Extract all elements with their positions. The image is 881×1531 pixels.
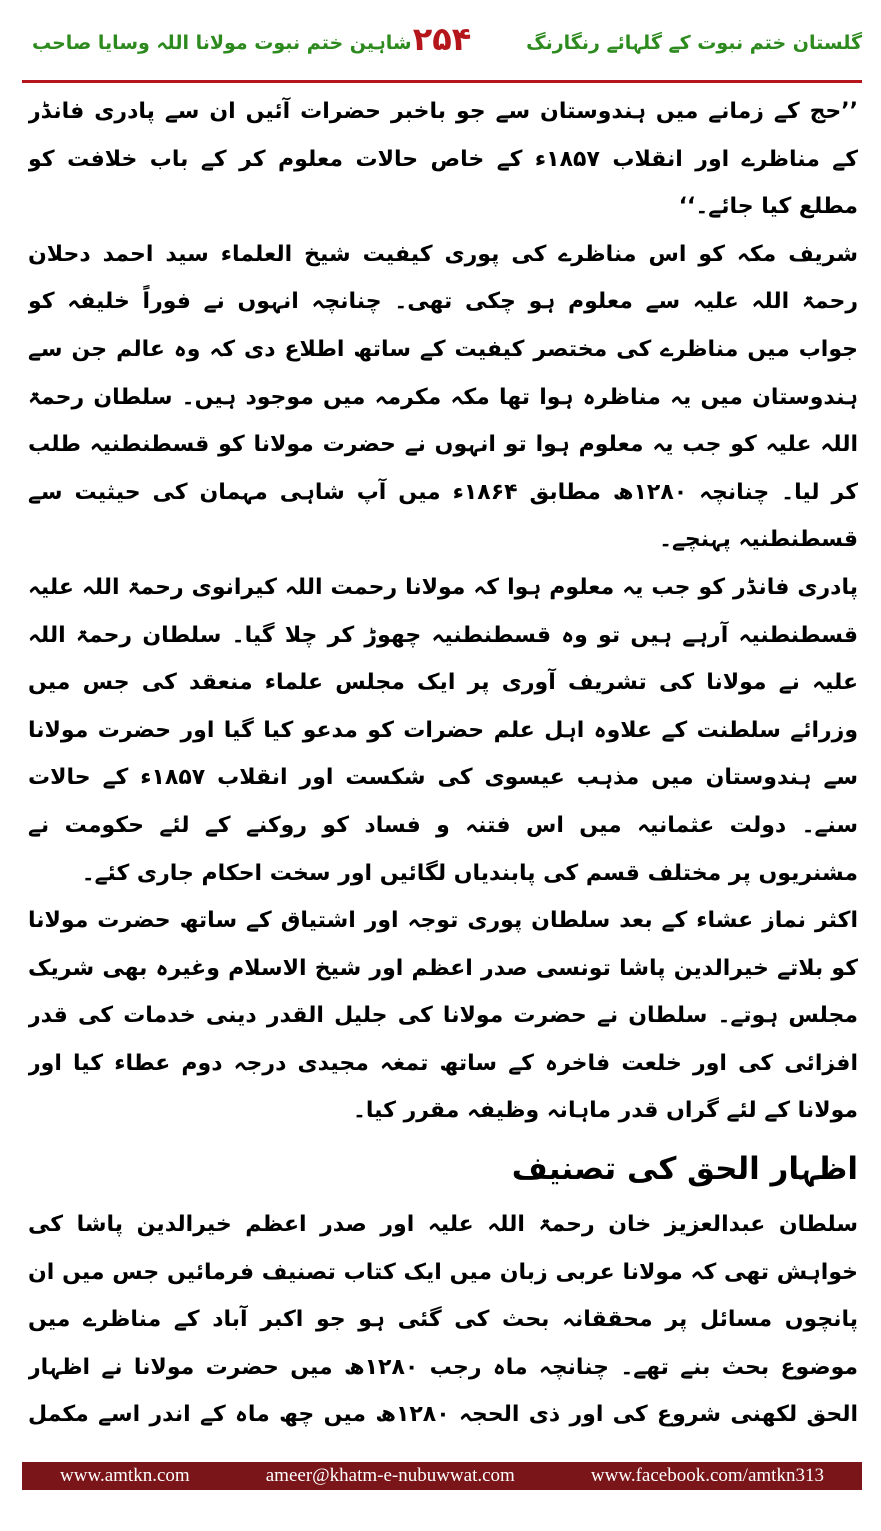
- footer-email-link[interactable]: ameer@khatm-e-nubuwwat.com: [265, 1465, 515, 1486]
- section-heading: اظہار الحق کی تصنیف: [511, 1151, 858, 1188]
- page-footer: [22, 1462, 862, 1490]
- page-body: [28, 88, 858, 1443]
- paragraph-2: شریف مکہ کو اس مناظرے کی پوری کیفیت شیخ العلماء سید احمد دحلان رحمۃ اللہ علیہ سے معلوم ہو چکی تھی۔ چنانچہ انہوں نے فوراً خلیفہ کو جواب میں مناظرے کی مختصر کیفیت کے ساتھ اطلاع دی کہ وہ عالم جن سے ہندوستان میں یہ مناظرہ ہوا تھا مکہ مکرمہ میں موجود ہیں۔ سلطان رحمۃ اللہ علیہ کو جب یہ معلوم ہوا تو انہوں نے حضرت مولانا کو قسطنطنیہ طلب کر لیا۔ چنانچہ ۱۲۸۰ھ مطابق ۱۸۶۴ء میں آپ شاہی مہمان کی حیثیت سے قسطنطنیہ پہنچے۔: [28, 241, 858, 553]
- paragraph-4: اکثر نماز عشاء کے بعد سلطان پوری توجہ اور اشتیاق کے ساتھ حضرت مولانا کو بلاتے خیرالدین پاشا تونسی صدر اعظم اور شیخ الاسلام وغیرہ بھی شریک مجلس ہوتے۔ سلطان نے حضرت مولانا کی جلیل القدر دینی خدمات کی قدر افزائی کی اور خلعت فاخرہ کے ساتھ تمغہ مجیدی درجہ دوم عطاء کیا اور مولانا کے لئے گراں قدر ماہانہ وظیفہ مقرر کیا۔: [28, 908, 858, 1124]
- paragraph-1: ’’حج کے زمانے میں ہندوستان سے جو باخبر حضرات آئیں ان سے پادری فانڈر کے مناظرے اور انقلاب ۱۸۵۷ء کے خاص حالات معلوم کر کے باب خلافت کو مطلع کیا جائے۔‘‘: [28, 99, 858, 220]
- footer-facebook-link[interactable]: www.facebook.com/amtkn313: [590, 1465, 824, 1486]
- author-title: شاہین ختم نبوت مولانا اللہ وسایا صاحب: [32, 32, 412, 54]
- paragraph-5: سلطان عبدالعزیز خان رحمۃ اللہ علیہ اور صدر اعظم خیرالدین پاشا کی خواہش تھی کہ مولانا عربی زبان میں ایک کتاب تصنیف فرمائیں جس میں ان پانچوں مسائل پر محققانہ بحث کی گئی ہو جو اکبر آباد کے مناظرے میں موضوع بحث بنے تھے۔ چنانچہ ماہ رجب ۱۲۸۰ھ میں حضرت مولانا نے اظہار الحق لکھنی شروع کی اور ذی الحجہ ۱۲۸۰ھ میں چھ ماہ کے اندر اسے مکمل: [28, 1212, 858, 1428]
- page-number: ۲۵۴: [412, 20, 472, 58]
- paragraph-3: پادری فانڈر کو جب یہ معلوم ہوا کہ مولانا رحمت اللہ کیرانوی رحمۃ اللہ علیہ قسطنطنیہ آرہے ہیں تو وہ قسطنطنیہ چھوڑ کر چلا گیا۔ سلطان رحمۃ اللہ علیہ نے مولانا کی تشریف آوری پر ایک مجلس علماء منعقد کی جس میں وزرائے سلطنت کے علاوہ اہل علم حضرات کو مدعو کیا گیا اور حضرت مولانا سے ہندوستان میں مذہب عیسوی کی شکست اور انقلاب ۱۸۵۷ء کے حالات سنے۔ دولت عثمانیہ میں اس فتنہ و فساد کو روکنے کے لئے حکومت نے مشنریوں پر مختلف قسم کی پابندیاں لگائیں اور سخت احکام جاری کئے۔: [28, 574, 858, 886]
- page-header: [22, 18, 862, 68]
- header-divider: [22, 80, 862, 83]
- footer-website-link[interactable]: www.amtkn.com: [60, 1465, 190, 1486]
- book-title: گلستان ختم نبوت کے گلہائے رنگارنگ: [526, 32, 862, 54]
